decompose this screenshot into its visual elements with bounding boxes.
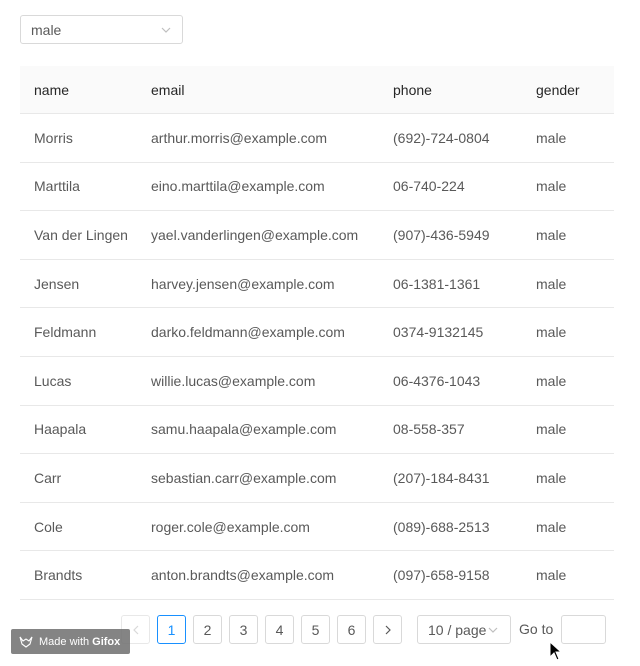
cell-name: Feldmann: [34, 324, 97, 341]
cell-phone: 06-1381-1361: [393, 275, 481, 292]
cell-email: harvey.jensen@example.com: [151, 275, 335, 292]
cell-name: Morris: [34, 129, 73, 146]
cell-gender: male: [536, 324, 567, 341]
cell-gender: male: [536, 129, 567, 146]
table-row[interactable]: [20, 308, 614, 357]
cell-name: Carr: [34, 469, 62, 486]
cell-name: Van der Lingen: [34, 226, 128, 243]
table-row[interactable]: [20, 114, 614, 163]
cell-email: anton.brandts@example.com: [151, 567, 335, 584]
watermark-prefix: Made with: [39, 635, 90, 648]
table-header: [20, 66, 614, 114]
cell-name: Cole: [34, 518, 63, 535]
cell-phone: 06-4376-1043: [393, 372, 481, 389]
goto-label: Go to: [519, 621, 554, 637]
cell-gender: male: [536, 178, 567, 195]
gender-filter-value: male: [31, 21, 62, 38]
column-header-phone[interactable]: phone: [393, 81, 432, 98]
chevron-right-icon: [385, 622, 391, 638]
gender-filter-select[interactable]: [20, 15, 183, 44]
cell-email: samu.haapala@example.com: [151, 421, 337, 438]
cell-phone: 0374-9132145: [393, 324, 484, 341]
chevron-down-icon: [160, 24, 172, 36]
cell-email: roger.cole@example.com: [151, 518, 310, 535]
column-header-gender[interactable]: gender: [536, 81, 580, 98]
watermark-brand: Gifox: [92, 635, 121, 648]
cell-phone: (692)-724-0804: [393, 129, 490, 146]
page-size-select[interactable]: [417, 615, 511, 644]
table-row[interactable]: [20, 163, 614, 212]
gifox-logo-icon: [19, 636, 33, 648]
cell-name: Jensen: [34, 275, 80, 292]
table-row[interactable]: [20, 503, 614, 552]
cell-phone: (907)-436-5949: [393, 226, 490, 243]
page-button-4[interactable]: 4: [265, 615, 294, 644]
table-row[interactable]: [20, 211, 614, 260]
page-button-1[interactable]: 1: [157, 615, 186, 644]
cell-name: Haapala: [34, 421, 87, 438]
cell-email: arthur.morris@example.com: [151, 129, 328, 146]
mouse-cursor-icon: [549, 641, 563, 664]
cell-gender: male: [536, 275, 567, 292]
cell-phone: 08-558-357: [393, 421, 465, 438]
cell-phone: (207)-184-8431: [393, 469, 490, 486]
chevron-down-icon: [488, 627, 498, 633]
cell-gender: male: [536, 372, 567, 389]
cell-name: Marttila: [34, 178, 80, 195]
page-button-5[interactable]: 5: [301, 615, 330, 644]
next-page-button[interactable]: [373, 615, 402, 644]
table-row[interactable]: [20, 406, 614, 455]
chevron-left-icon: [133, 622, 139, 638]
cell-gender: male: [536, 226, 567, 243]
cell-name: Brandts: [34, 567, 83, 584]
table-body: [20, 114, 614, 600]
page-button-3[interactable]: 3: [229, 615, 258, 644]
cell-gender: male: [536, 567, 567, 584]
column-header-email[interactable]: email: [151, 81, 185, 98]
cell-phone: (089)-688-2513: [393, 518, 490, 535]
cell-phone: (097)-658-9158: [393, 567, 490, 584]
goto-page-input[interactable]: [561, 615, 606, 644]
cell-email: darko.feldmann@example.com: [151, 324, 345, 341]
gifox-watermark: [11, 629, 130, 654]
cell-name: Lucas: [34, 372, 72, 389]
cell-gender: male: [536, 469, 567, 486]
page-size-value: 10 / page: [428, 621, 487, 638]
cell-email: sebastian.carr@example.com: [151, 469, 337, 486]
cell-phone: 06-740-224: [393, 178, 465, 195]
page-button-6[interactable]: 6: [337, 615, 366, 644]
cell-gender: male: [536, 421, 567, 438]
cell-email: yael.vanderlingen@example.com: [151, 226, 359, 243]
table-row[interactable]: [20, 357, 614, 406]
cell-gender: male: [536, 518, 567, 535]
users-table: [20, 66, 614, 600]
column-header-name[interactable]: name: [34, 81, 70, 98]
page-button-2[interactable]: 2: [193, 615, 222, 644]
table-row[interactable]: [20, 454, 614, 503]
cell-email: willie.lucas@example.com: [151, 372, 316, 389]
cell-email: eino.marttila@example.com: [151, 178, 325, 195]
table-row[interactable]: [20, 260, 614, 309]
table-row[interactable]: [20, 551, 614, 600]
